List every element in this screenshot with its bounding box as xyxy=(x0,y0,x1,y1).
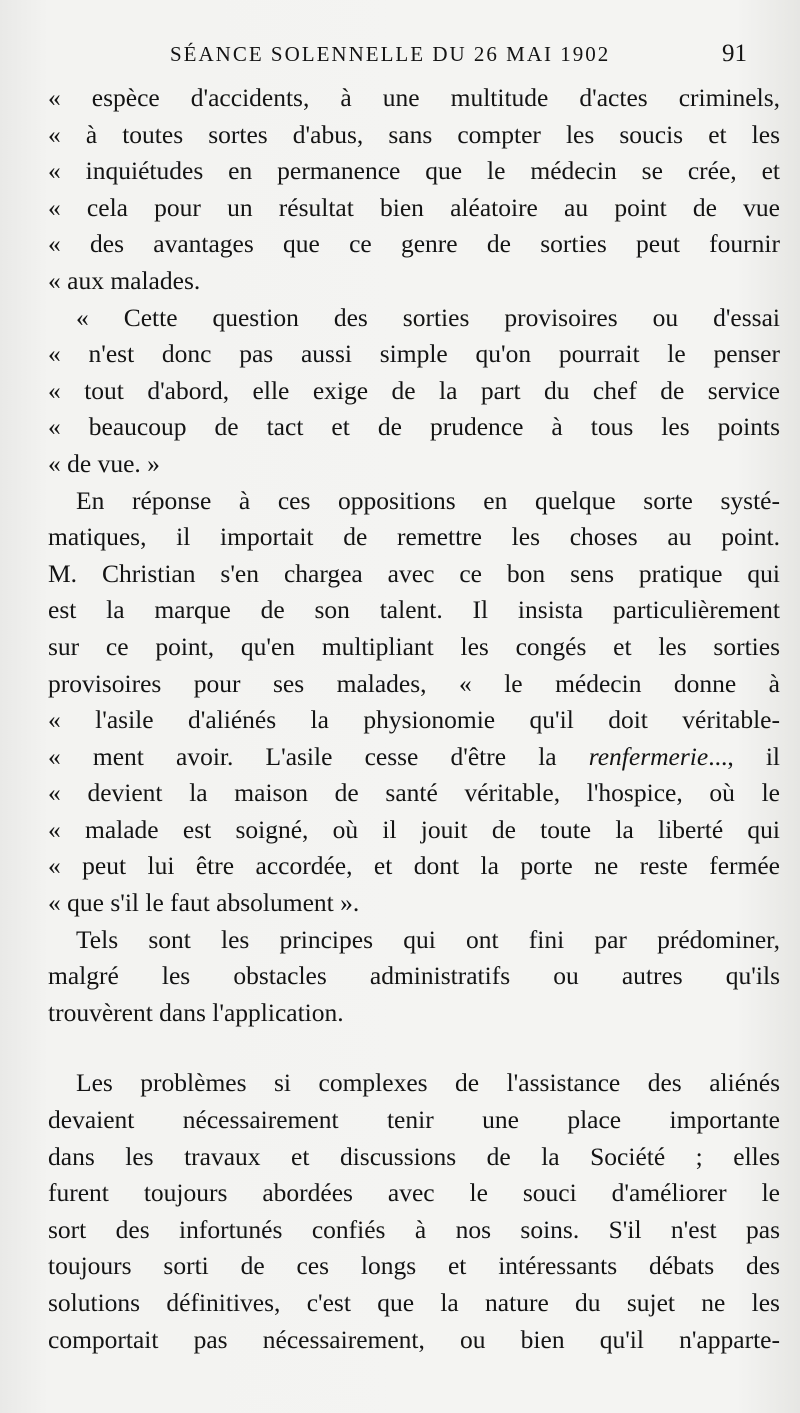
text-line: M. Christian s'en chargea avec ce bon sens pratique qui xyxy=(48,558,780,588)
text-line: « devient la maison de santé véritable, l'hospice, où le xyxy=(48,778,780,808)
text-line: Tels sont les principes qui ont fini par prédominer, xyxy=(76,924,780,954)
text-line-start: « ment avoir. L'asile cesse d'être la xyxy=(48,741,589,771)
text-line: « aux malades. xyxy=(48,265,201,295)
text-line: est la marque de son talent. Il insista particulièrement xyxy=(48,595,780,625)
text-line-with-italic xyxy=(48,739,780,776)
text-line: furent toujours abordées avec le souci d'améliorer le xyxy=(48,1178,780,1208)
text-line: « cela pour un résultat bien aléatoire au point de vue xyxy=(48,192,780,222)
text-line: Les problèmes si complexes de l'assistance des aliénés xyxy=(76,1068,780,1098)
text-line: « l'asile d'aliénés la physionomie qu'il doit véritable- xyxy=(48,705,780,735)
text-line: comportait pas nécessairement, ou bien qu'il n'apparte- xyxy=(48,1324,780,1354)
page-header xyxy=(0,36,800,76)
text-line-end: ..., il xyxy=(708,741,780,771)
text-line: « que s'il le faut absolument ». xyxy=(48,888,360,918)
text-line: malgré les obstacles administratifs ou autres qu'ils xyxy=(48,961,780,991)
text-line: « espèce d'accidents, à une multitude d'actes criminels, xyxy=(48,83,780,112)
text-line: « Cette question des sorties provisoires ou d'essai xyxy=(76,302,780,332)
text-line: « malade est soigné, où il jouit de toute la liberté qui xyxy=(48,814,780,844)
text-line: « à toutes sortes d'abus, sans compter les soucis et les xyxy=(48,119,780,149)
italic-word: renfermerie xyxy=(588,741,709,771)
text-line: « peut lui être accordée, et dont la porte ne reste fermée xyxy=(48,851,780,881)
text-line: « tout d'abord, elle exige de la part du chef de service xyxy=(48,375,780,405)
text-line: devaient nécessairement tenir une place importante xyxy=(48,1105,780,1135)
text-line: provisoires pour ses malades, « le médecin donne à xyxy=(48,668,780,698)
text-line: « des avantages que ce genre de sorties peut fournir xyxy=(48,229,780,259)
text-line: toujours sorti de ces longs et intéressants débats des xyxy=(48,1251,780,1281)
text-line: trouvèrent dans l'application. xyxy=(48,997,344,1027)
text-line: solutions définitives, c'est que la nature du sujet ne les xyxy=(48,1288,780,1317)
running-title: SÉANCE SOLENNELLE DU 26 MAI 1902 xyxy=(170,42,611,66)
page-number: 91 xyxy=(722,40,747,67)
text-line: sort des infortunés confiés à nos soins. S'il n'est pas xyxy=(48,1214,780,1244)
text-line: matiques, il importait de remettre les choses au point. xyxy=(48,522,780,552)
body-text xyxy=(48,80,780,1358)
text-line: « inquiétudes en permanence que le médecin se crée, et xyxy=(48,156,780,186)
text-line: dans les travaux et discussions de la Société ; elles xyxy=(48,1141,780,1171)
text-line: En réponse à ces oppositions en quelque sorte systé- xyxy=(76,485,780,515)
text-line: sur ce point, qu'en multipliant les congés et les sorties xyxy=(48,631,780,661)
text-line: « beaucoup de tact et de prudence à tous les points xyxy=(48,412,780,442)
text-line: « de vue. » xyxy=(48,448,160,478)
text-line: « n'est donc pas aussi simple qu'on pourrait le penser xyxy=(48,339,780,369)
paragraph-gap xyxy=(48,1031,780,1065)
